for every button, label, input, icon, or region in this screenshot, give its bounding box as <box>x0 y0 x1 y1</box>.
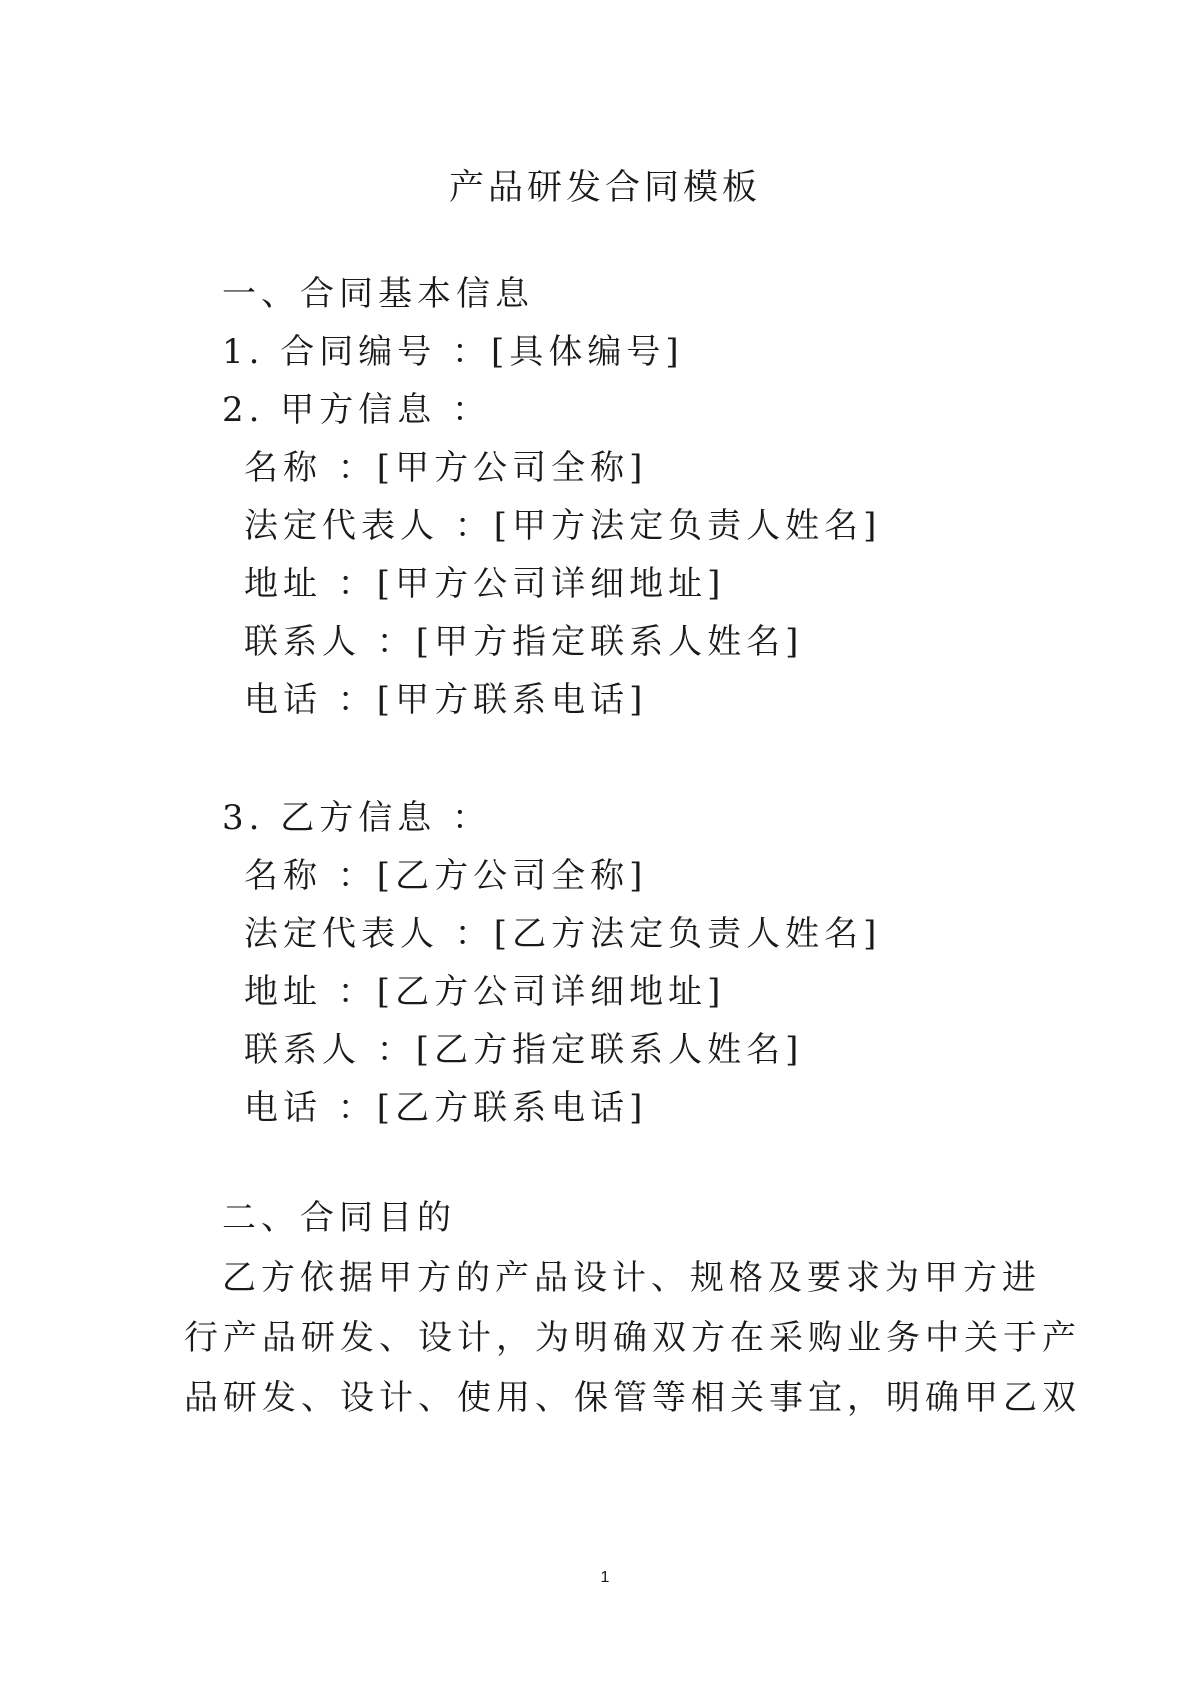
party-b-address: 地址 ：[乙方公司详细地址] <box>244 972 726 1012</box>
party-b-name: 名称 ：[乙方公司全称] <box>244 856 648 896</box>
contract-number-line: 1. 合同编号 ：[具体编号] <box>222 332 684 372</box>
party-a-name: 名称 ：[甲方公司全称] <box>244 448 648 488</box>
party-a-address: 地址 ：[甲方公司详细地址] <box>244 564 726 604</box>
party-b-heading: 3. 乙方信息 ： <box>222 798 492 838</box>
paragraph-line-2: 行产品研发、设计，为明确双方在采购业务中关于产 <box>184 1318 1081 1358</box>
section-2-heading: 二、合同目的 <box>222 1198 456 1238</box>
party-a-contact: 联系人 ：[甲方指定联系人姓名] <box>244 622 804 662</box>
page-number: 1 <box>600 1569 610 1586</box>
party-b-legal-rep: 法定代表人 ：[乙方法定负责人姓名] <box>244 914 882 954</box>
party-a-legal-rep: 法定代表人 ：[甲方法定负责人姓名] <box>244 506 882 546</box>
paragraph-line-3: 品研发、设计、使用、保管等相关事宜，明确甲乙双 <box>184 1378 1081 1418</box>
section-1-heading: 一、合同基本信息 <box>222 274 534 314</box>
party-a-heading: 2. 甲方信息 ： <box>222 390 492 430</box>
party-a-phone: 电话 ：[甲方联系电话] <box>244 680 648 720</box>
party-b-contact: 联系人 ：[乙方指定联系人姓名] <box>244 1030 804 1070</box>
document-title: 产品研发合同模板 <box>448 168 761 208</box>
party-b-phone: 电话 ：[乙方联系电话] <box>244 1088 648 1128</box>
paragraph-line-1: 乙方依据甲方的产品设计、规格及要求为甲方进 <box>222 1258 1041 1298</box>
